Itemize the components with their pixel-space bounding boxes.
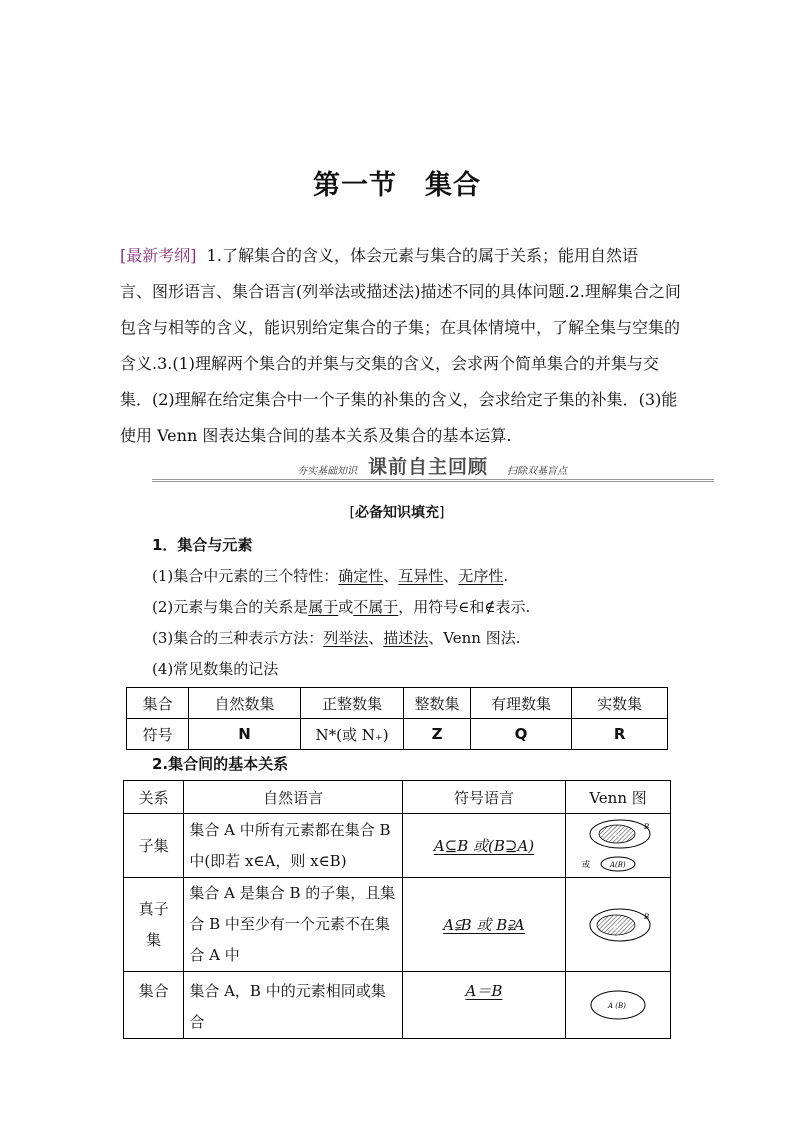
item-1: (1)集合中元素的三个特性：确定性、互异性、无序性. — [152, 567, 509, 585]
svg-text:或: 或 — [582, 859, 591, 869]
item-2: (2)元素与集合的关系是属于或不属于，用符号∈和∉表示. — [152, 598, 531, 616]
section-banner: 夯实基础知识 课前自主回顾 扫除双基盲点 — [152, 452, 714, 484]
item-3: (3)集合的三种表示方法：列举法、描述法、Venn 图法. — [152, 629, 521, 647]
table-row: 符号 N N*(或 N₊) Z Q R — [127, 719, 668, 750]
section1-heading: 1．集合与元素 — [152, 536, 253, 554]
svg-text:A(B): A(B) — [610, 860, 626, 869]
venn-equal-diagram — [570, 985, 666, 1025]
venn-proper-subset-diagram — [570, 903, 666, 947]
banner-rule — [152, 479, 714, 482]
section2-heading: 2.集合间的基本关系 — [152, 755, 289, 773]
table-row: 集合 集合 A，B 中的元素相同或集合 A＝B A (B) — [124, 972, 671, 1039]
venn-subset — [566, 814, 671, 878]
page-title: 第一节 集合 — [313, 170, 481, 201]
number-sets-table — [126, 687, 668, 750]
subsection-heading: [必备知识填充] — [349, 505, 445, 521]
item-4: (4)常见数集的记法 — [152, 660, 279, 678]
svg-text:A (B): A (B) — [608, 1002, 626, 1010]
table-row: 真子 集 集合 A 是集合 B 的子集，且集 合 B 中至少有一个元素不在集 合 A 中 A⫋B 或 B⫌A A B — [124, 878, 671, 972]
svg-text:B: B — [644, 822, 650, 831]
venn-proper-subset — [566, 878, 671, 972]
venn-equal — [566, 972, 671, 1039]
table-row: 集合 自然数集 正整数集 整数集 有理数集 实数集 — [127, 688, 668, 719]
table-row: 子集 集合 A 中所有元素都在集合 B 中(即若 x∈A，则 x∈B) A⊆B 或(B⊇A) A B 或 A(B) — [124, 814, 671, 878]
set-relations-table — [123, 780, 671, 1039]
svg-text:B: B — [644, 912, 650, 921]
banner-title: 课前自主回顾 — [368, 456, 489, 478]
svg-text:A: A — [615, 830, 621, 839]
svg-text:A: A — [614, 921, 620, 930]
syllabus-tag: [最新考纲] — [120, 246, 197, 265]
syllabus-intro: [最新考纲] 1.了解集合的含义，体会元素与集合的属于关系；能用自然语 言、图形语言、集合语言(列举法或描述法)描述不同的具体问题.2.理解集合之间 包含与相等的含义，能识别给定集合的子集；在具体情境中，了解全集与空集的 含义.3.(1)理解两个集合的并集与交集的含义，会求两个简单集合的并集与交 集．(2)理解在给定集合中一个子集的补集的含义，会求给定子集的补集．(3)能 使用 Venn 图表达集合间的基本关系及集合的基本运算. — [120, 246, 681, 445]
venn-subset-diagram — [570, 817, 666, 875]
table-row: 关系 自然语言 符号语言 Venn 图 — [124, 781, 671, 814]
